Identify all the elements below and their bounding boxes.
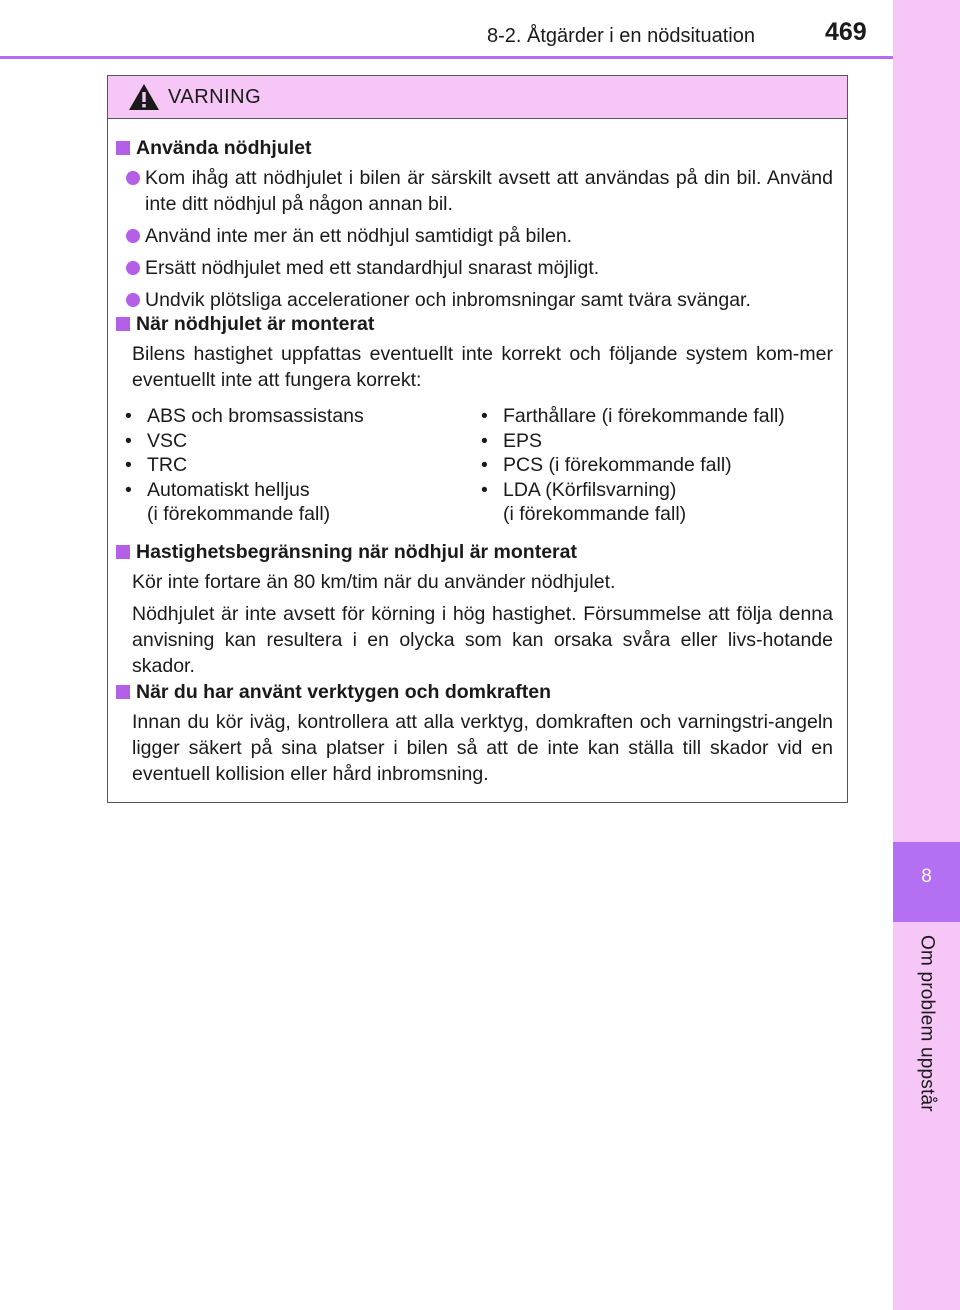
warning-triangle-icon (128, 83, 160, 111)
list-item-continuation: (i förekommande fall) (147, 503, 331, 525)
list-item: • EPS (481, 429, 543, 452)
list-item: • Farthållare (i förekommande fall) (481, 405, 785, 427)
circle-bullet-icon (126, 293, 140, 307)
section-after-tools (116, 679, 833, 787)
list-item: • Automatiskt helljus (125, 478, 310, 501)
list-item-continuation: (i förekommande fall) (503, 503, 687, 525)
chapter-number: 8 (921, 866, 932, 887)
list-item: • VSC (125, 429, 188, 452)
warning-header (108, 76, 847, 119)
list-item: • LDA (Körfilsvarning) (481, 478, 677, 501)
circle-bullet-icon (126, 229, 140, 243)
chapter-title (893, 935, 960, 1195)
circle-bullet-icon (126, 261, 140, 275)
section-title-heading: Hastighetsbegränsning när nödhjul är monterat (116, 539, 833, 565)
list-item: • ABS och bromsassistans (125, 405, 364, 427)
warning-box (107, 75, 848, 803)
chapter-title-text: Om problem uppstår (916, 935, 938, 1112)
section-speed-limit (116, 539, 833, 679)
chapter-block (893, 842, 960, 922)
list-item: Använd inte mer än ett nödhjul samtidigt på bilen. (126, 223, 833, 249)
paragraph: Nödhjulet är inte avsett för körning i hög hastighet. Försummelse att följa denna anvisning kan resultera i en olycka som kan orsaka svåra eller livs-hotande skador. (132, 603, 833, 677)
paragraph: Bilens hastighet uppfattas eventuellt inte korrekt och följande system kom-mer eventuellt inte att fungera korrekt: (132, 343, 833, 391)
list-item: Undvik plötsliga accelerationer och inbromsningar samt tvära svängar. (126, 287, 833, 313)
header-divider (0, 56, 893, 59)
paragraph: Kör inte fortare än 80 km/tim när du använder nödhjulet. (132, 571, 616, 593)
section-title-heading: Använda nödhjulet (116, 135, 833, 161)
list-item: Kom ihåg att nödhjulet i bilen är särskilt avsett att användas på din bil. Använd inte ditt nödhjul på någon annan bil. (126, 165, 833, 217)
paragraph: Innan du kör iväg, kontrollera att alla verktyg, domkraften och varningstri-angeln ligger säkert på sina platser i bilen så att de inte kan ställa till skador vid en eventuell kollision eller hård inbromsning. (132, 711, 833, 785)
square-bullet-icon (116, 545, 130, 559)
system-list-right (481, 404, 841, 527)
section-title: 8-2. Åtgärder i en nödsituation (487, 25, 755, 47)
square-bullet-icon (116, 317, 130, 331)
system-list-left (125, 404, 485, 527)
circle-bullet-icon (126, 171, 140, 185)
warning-label: VARNING (168, 85, 262, 108)
square-bullet-icon (116, 685, 130, 699)
section-using-spare-wheel (116, 135, 833, 313)
list-item: Ersätt nödhjulet med ett standardhjul snarast möjligt. (126, 255, 833, 281)
section-title-heading: När nödhjulet är monterat (116, 311, 833, 337)
page-number: 469 (825, 18, 867, 46)
square-bullet-icon (116, 141, 130, 155)
section-title-heading: När du har använt verktygen och domkraften (116, 679, 833, 705)
list-item: • TRC (125, 454, 188, 476)
section-spare-mounted (116, 311, 833, 393)
list-item: • PCS (i förekommande fall) (481, 454, 732, 476)
